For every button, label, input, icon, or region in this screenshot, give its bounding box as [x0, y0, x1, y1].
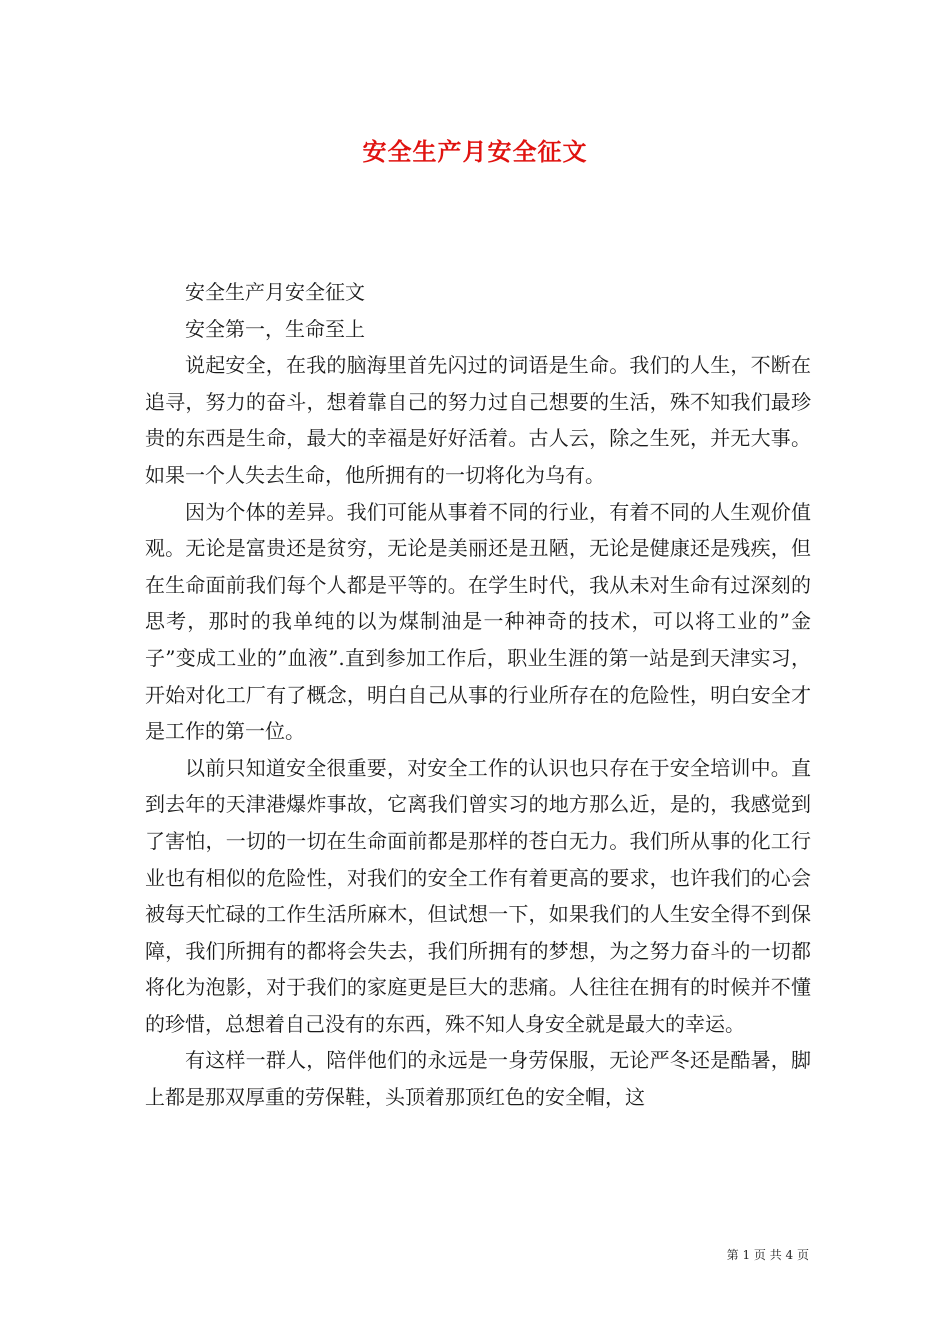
paragraph-subheading: 安全第一，生命至上 — [185, 316, 365, 341]
page-number-footer: 第 1 页 共 4 页 — [726, 1248, 809, 1262]
paragraph: 因为个体的差异。我们可能从事着不同的行业，有着不同的人生观价值观。无论是富贵还是贫穷，无论是美丽还是丑陋，无论是健康还是残疾，但在生命面前我们每个人都是平等的。在学生时代，我从未对生命有过深刻的思考，那时的我单纯的以为煤制油是一种神奇的技术，可以将工业的”金子”变成工业的”血液”.直到参加工作后，职业生涯的第一站是到天津实习，开始对化工厂有了概念，明白自己从事的行业所存在的危险性，明白安全才是工作的第一位。 — [145, 499, 811, 744]
paragraph: 以前只知道安全很重要，对安全工作的认识也只存在于安全培训中。直到去年的天津港爆炸事故，它离我们曾实习的地方那么近，是的，我感觉到了害怕，一切的一切在生命面前都是那样的苍白无力。我们所从事的化工行业也有相似的危险性，对我们的安全工作有着更高的要求，也许我们的心会被每天忙碌的工作生活所麻木，但试想一下，如果我们的人生安全得不到保障，我们所拥有的都将会失去，我们所拥有的梦想，为之努力奋斗的一切都将化为泡影，对于我们的家庭更是巨大的悲痛。人往往在拥有的时候并不懂的珍惜，总想着自己没有的东西，殊不知人身安全就是最大的幸运。 — [145, 755, 811, 1036]
paragraph-heading: 安全生产月安全征文 — [185, 280, 365, 304]
document-body — [145, 274, 811, 1116]
document-title: 安全生产月安全征文 — [362, 137, 588, 166]
paragraph: 说起安全，在我的脑海里首先闪过的词语是生命。我们的人生，不断在追寻，努力的奋斗，想着靠自己的努力过自己想要的生活，殊不知我们最珍贵的东西是生命，最大的幸福是好好活着。古人云，除之生死，并无大事。如果一个人失去生命，他所拥有的一切将化为乌有。 — [145, 353, 811, 487]
paragraph: 有这样一群人，陪伴他们的永远是一身劳保服，无论严冬还是酷暑，脚上都是那双厚重的劳保鞋，头顶着那顶红色的安全帽，这 — [145, 1048, 811, 1110]
